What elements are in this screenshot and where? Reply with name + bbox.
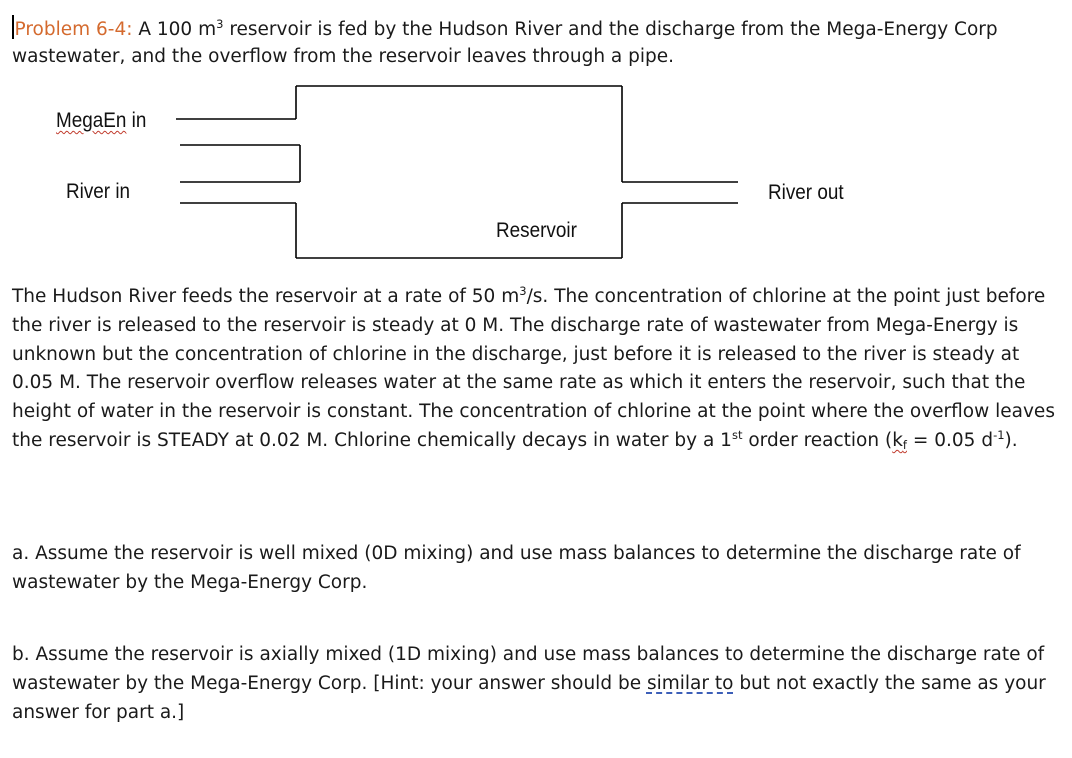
part-b-text-2: but not exactly the same as your answer for part a.] (12, 672, 1046, 723)
desc-text-4: = 0.05 d (906, 429, 994, 451)
rate-constant (892, 430, 907, 451)
problem-description (12, 283, 1062, 456)
title-text-b: reservoir is fed by the Hudson River and the discharge from the Mega-Energy Corp wastewater, and the overflow from the reservoir leaves through a pipe. (12, 19, 998, 67)
desc-text-2: /s. The concentration of chlorine at the point just before the river is released to the reservoir is steady at 0 M. The discharge rate of wastewater from Mega-Energy is unknown but the concentration of chlorine in the discharge, just before it is released to the river is steady at 0.05 M. The reservoir overflow releases water at the same rate as which it enters the reservoir, such that the height of water in the reservoir is constant. The concentration of chlorine at the point where the overflow leaves the reservoir is STEADY at 0.02 M. Chlorine chemically decays in water by a 1 (12, 286, 1055, 451)
desc-superscript-cubed: 3 (519, 284, 527, 298)
title-superscript: 3 (216, 17, 224, 31)
problem-label: Problem 6-4: (14, 19, 133, 40)
river-out-label: River out (768, 181, 844, 204)
rate-constant-subscript: f (902, 437, 907, 452)
desc-text-1: The Hudson River feeds the reservoir at a rate of 50 m (12, 286, 520, 307)
megaen-suffix: in (126, 109, 147, 132)
desc-text-3: order reaction ( (742, 429, 893, 451)
desc-ordinal-superscript: st (731, 427, 743, 442)
megaen-in-label (56, 109, 146, 133)
part-b (12, 641, 1062, 727)
desc-text-5: ). (1004, 429, 1018, 451)
part-b-text-1: b. Assume the reservoir is axially mixed (1D mixing) and use mass balances to determine the discharge rate of wastewater by the Mega-Energy Corp. [Hint: your answer should be (12, 644, 1045, 694)
part-a: a. Assume the reservoir is well mixed (0D mixing) and use mass balances to determine the discharge rate of wastewater by the Mega-Energy Corp. (12, 543, 1021, 593)
rate-constant-k: k (892, 429, 903, 451)
megaen-word: MegaEn (56, 109, 127, 132)
desc-exponent-superscript: -1 (993, 427, 1005, 442)
reservoir-label: Reservoir (496, 219, 577, 242)
river-in-label: River in (66, 180, 131, 203)
title-text-a: A 100 m (132, 19, 217, 40)
similar-to-underlined: similar to (646, 672, 734, 694)
